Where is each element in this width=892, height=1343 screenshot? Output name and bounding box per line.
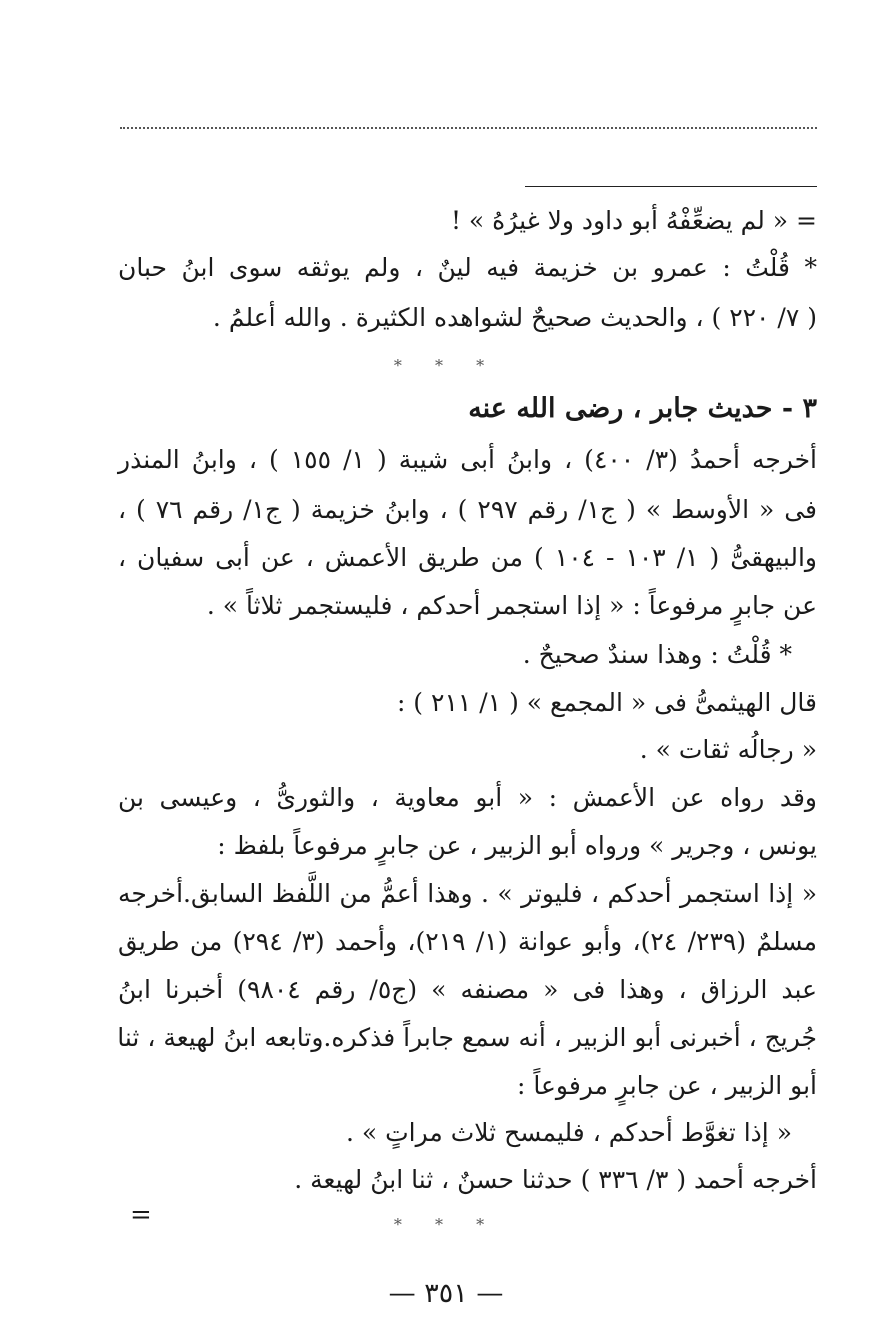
text-line-2: * قُلْتُ : عمرو بن خزيمة فيه لينٌ ، ولم يوثقه سوى ابنُ حبان [118,253,817,282]
text-line-12: يونس ، وجرير » ورواه أبو الزبير ، عن جابرٍ مرفوعاً بلفظ : [217,831,817,860]
text-line-5: فى « الأوسط » ( ج١/ رقم ٢٩٧ ) ، وابنُ خزيمة ( ج١/ رقم ٧٦ ) ، [118,495,818,524]
text-line-7: عن جابرٍ مرفوعاً : « إذا استجمر أحدكم ، فليستجمر ثلاثاً » . [206,591,817,620]
header-dotted-line [120,127,817,129]
text-line-11: وقد رواه عن الأعمش : « أبو معاوية ، والثورىُّ ، وعيسى بن [118,783,817,812]
text-line-17: أبو الزبير ، عن جابرٍ مرفوعاً : [517,1071,817,1100]
text-line-19: أخرجه أحمد ( ٣/ ٣٣٦ ) حدثنا حسنٌ ، ثنا ابنُ لهيعة . [294,1165,817,1194]
text-line-8: * قُلْتُ : وهذا سندٌ صحيحٌ . [522,640,792,669]
text-line-13: « إذا استجمر أحدكم ، فليوتر » . وهذا أعمُّ من اللَّفظ السابق.أخرجه [118,879,817,908]
text-line-4: أخرجه أحمدُ (٣/ ٤٠٠) ، وابنُ أبى شيبة ( ١/ ١٥٥ ) ، وابنُ المنذر [118,445,817,474]
text-line-3: ( ٧/ ٢٢٠ ) ، والحديث صحيحٌ لشواهده الكثيرة . والله أعلمُ . [212,303,817,332]
text-line-1: = « لم يضعِّفْهُ أبو داود ولا غيرُهُ » ! [450,206,817,235]
text-line-18: « إذا تغوَّط أحدكم ، فليمسح ثلاث مراتٍ » . [345,1118,792,1147]
text-line-14: مسلمٌ (٢٣٩/ ٢٤)، وأبو عوانة (١/ ٢١٩)، وأحمد (٣/ ٢٩٤) من طريق [118,927,818,956]
text-line-16: جُريج ، أخبرنى أبو الزبير ، أنه سمع جابراً فذكره.وتابعه ابنُ لهيعة ، ثنا [117,1023,817,1052]
footnote-separator-rule [525,186,817,187]
text-line-15: عبد الرزاق ، وهذا فى « مصنفه » (ج٥/ رقم ٩٨٠٤) أخبرنا ابنُ [118,975,817,1004]
section-title: ٣ - حديث جابر ، رضى الله عنه [468,393,817,424]
text-line-6: والبيهقىُّ ( ١/ ١٠٣ - ١٠٤ ) من طريق الأعمش ، عن أبى سفيان ، [118,543,817,572]
text-line-9: قال الهيثمىُّ فى « المجمع » ( ١/ ٢١١ ) : [396,688,817,717]
text-line-10: « رجالُه ثقات » . [639,735,817,764]
bottom-separator-stars: * * * [393,1215,499,1234]
continuation-mark: = [130,1200,152,1230]
section-separator-stars: * * * [393,356,499,375]
page-number: — ٣٥١ — [388,1278,504,1309]
